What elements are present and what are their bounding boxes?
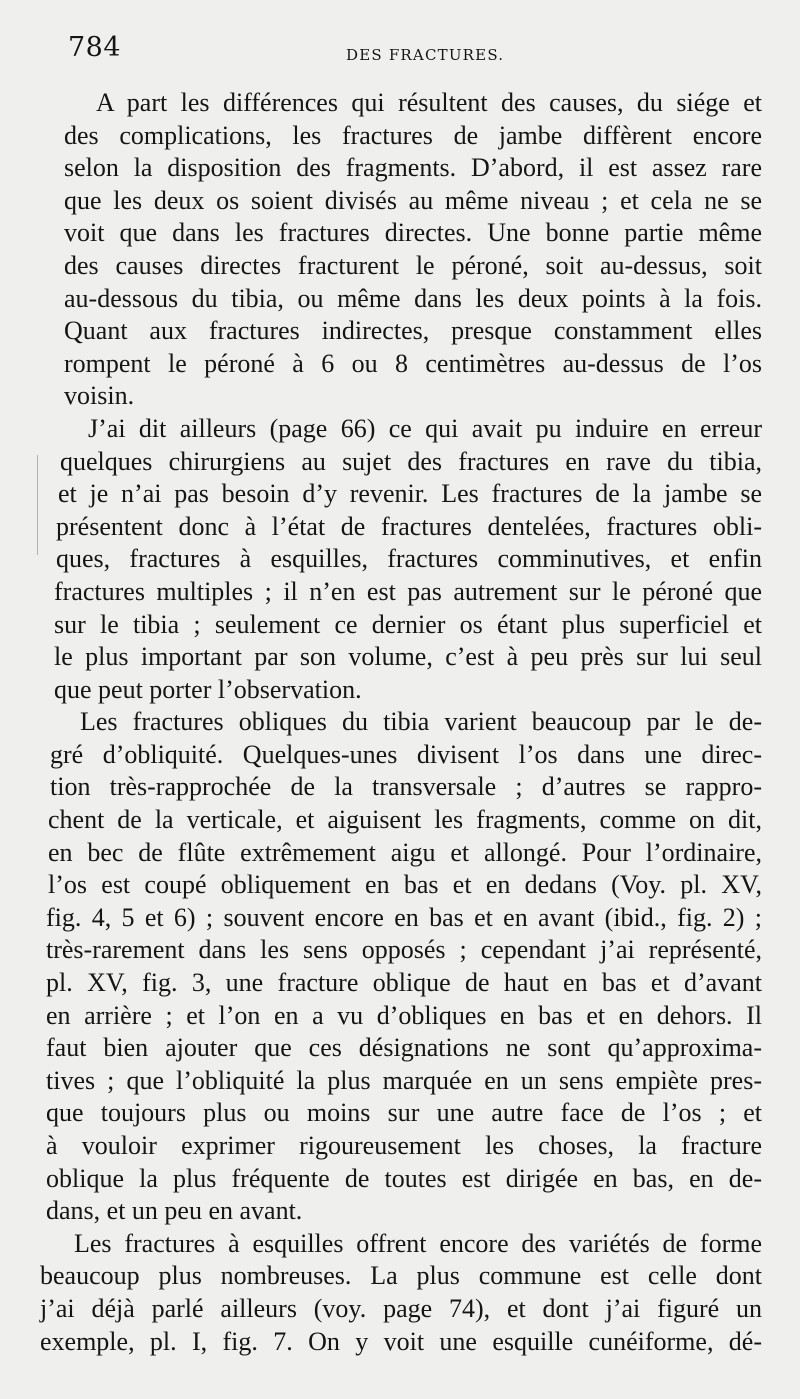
text-line: j’ai déjà parlé ailleurs (voy. page 74), et dont j’ai figuré un: [40, 1293, 762, 1323]
margin-mark: [37, 455, 38, 555]
text-line: dans, et un peu en avant.: [46, 1196, 303, 1226]
running-title: DES FRACTURES.: [346, 46, 505, 64]
text-line: chent de la verticale, et aiguisent les fragments, comme on dit,: [48, 805, 762, 835]
text-line: que peut porter l’observation.: [54, 674, 362, 704]
text-line: fractures multiples ; il n’en est pas autrement sur le péroné que: [54, 576, 762, 606]
page-number: 784: [68, 32, 122, 63]
text-line: exemple, pl. I, fig. 7. On y voit une esquille cunéiforme, dé-: [40, 1326, 762, 1356]
paragraph-2: [40, 413, 762, 706]
text-line: faut bien ajouter que ces désignations ne sont qu’approxima-: [46, 1033, 762, 1063]
text-line: des causes directes fracturent le péroné, soit au-dessus, soit: [64, 250, 762, 280]
text-line: beaucoup plus nombreuses. La plus commune est celle dont: [40, 1261, 762, 1291]
text-line: selon la disposition des fragments. D’abord, il est assez rare: [64, 153, 762, 183]
text-line: tives ; que l’obliquité la plus marquée en un sens empiète pres-: [46, 1065, 762, 1095]
text-line: des complications, les fractures de jambe diffèrent encore: [64, 120, 762, 150]
text-line: Les fractures obliques du tibia varient beaucoup par le de-: [80, 707, 762, 737]
text-line: que toujours plus ou moins sur une autre face de l’os ; et: [46, 1098, 762, 1128]
text-line: au-dessous du tibia, ou même dans les deux points à la fois.: [64, 283, 762, 313]
text-line: sur le tibia ; seulement ce dernier os étant plus superficiel et: [54, 609, 762, 639]
text-line: oblique la plus fréquente de toutes est dirigée en bas, en de-: [46, 1163, 762, 1193]
paragraph-3: [40, 706, 762, 1228]
text-line: en bec de flûte extrêmement aigu et allongé. Pour l’ordinaire,: [48, 837, 762, 867]
text-line: gré d’obliquité. Quelques-unes divisent l’os dans une direc-: [50, 739, 762, 769]
paragraph-4: [40, 1228, 762, 1358]
text-line: et je n’ai pas besoin d’y revenir. Les fractures de la jambe se: [58, 479, 762, 509]
text-line: Quant aux fractures indirectes, presque constamment elles: [64, 316, 762, 346]
text-line: A part les différences qui résultent des causes, du siége et: [96, 88, 762, 117]
paragraph-1: [40, 87, 762, 413]
body-text: [40, 87, 762, 1358]
text-line: que les deux os soient divisés au même niveau ; et cela ne se: [64, 185, 762, 215]
text-line: rompent le péroné à 6 ou 8 centimètres au-dessus de l’os: [64, 348, 762, 378]
text-line: voit que dans les fractures directes. Une bonne partie même: [64, 218, 762, 248]
text-line: tion très-rapprochée de la transversale ; d’autres se rappro-: [50, 772, 762, 802]
text-line: présentent donc à l’état de fractures dentelées, fractures obli-: [56, 511, 762, 541]
text-line: quelques chirurgiens au sujet des fractures en rave du tibia,: [60, 446, 762, 476]
text-line: ques, fractures à esquilles, fractures comminutives, et enfin: [56, 544, 762, 574]
text-line: J’ai dit ailleurs (page 66) ce qui avait pu induire en erreur: [88, 413, 762, 443]
text-line: pl. XV, fig. 3, une fracture oblique de haut en bas et d’avant: [46, 968, 762, 998]
text-line: Les fractures à esquilles offrent encore des variétés de forme: [74, 1228, 762, 1258]
text-line: voisin.: [64, 381, 135, 411]
text-line: très-rarement dans les sens opposés ; cependant j’ai représenté,: [46, 935, 762, 965]
text-line: fig. 4, 5 et 6) ; souvent encore en bas et en avant (ibid., fig. 2) ;: [46, 902, 762, 932]
text-line: l’os est coupé obliquement en bas et en dedans (Voy. pl. XV,: [48, 870, 762, 900]
text-line: en arrière ; et l’on en a vu d’obliques en bas et en dehors. Il: [46, 1000, 762, 1030]
text-line: le plus important par son volume, c’est à peu près sur lui seul: [54, 642, 762, 672]
text-line: à vouloir exprimer rigoureusement les choses, la fracture: [46, 1131, 762, 1160]
